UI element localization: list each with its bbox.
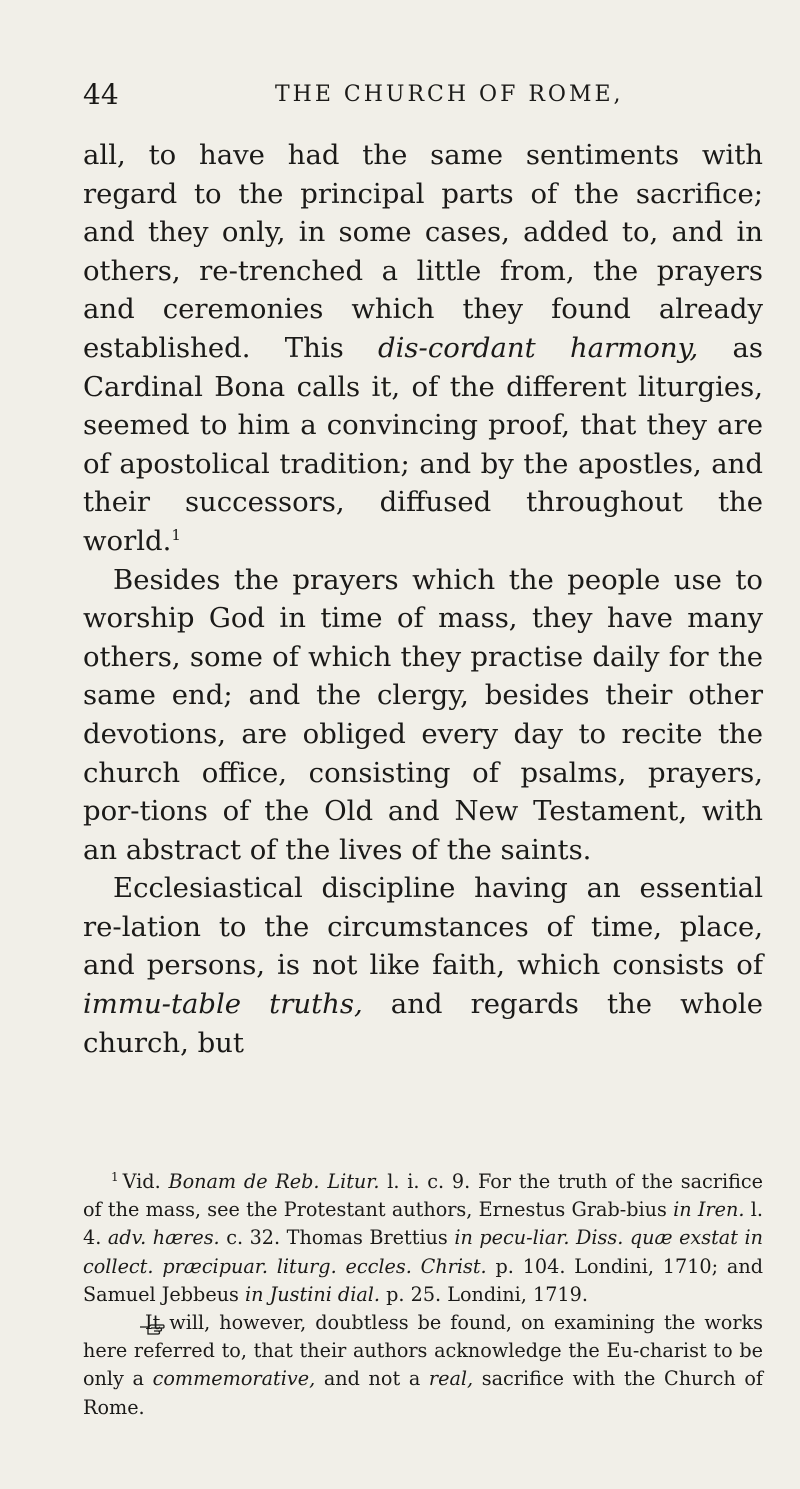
paragraph-1-text-a: all, to have had the same sentiments with regard to the principal parts of the sacrifice; and they only, in some cases, added to, and in others, re-trenched a little from, the prayers and ceremonies which they found already established. This — [83, 139, 763, 364]
footnote-text: Vid. — [122, 1170, 169, 1193]
paragraph-1 — [83, 136, 763, 561]
footnote-text: l. 4. — [83, 1198, 763, 1250]
paragraph-3-italic: immu-table truths, — [83, 988, 363, 1021]
footnote-text: l. i. c. 9. For the truth of the sacrifice of the mass, see the Protestant authors, Ernestus Grab-bius — [83, 1170, 764, 1222]
footnotes — [83, 1168, 763, 1422]
paragraph-1-italic: dis-cordant harmony, — [378, 331, 699, 364]
footnote-citation: in pecu-liar. Diss. quæ exstat in collect. præcipuar. liturg. eccles. Christ. — [83, 1226, 763, 1278]
pointing-hand-icon — [111, 1317, 137, 1331]
footnote-mark: 1 — [111, 1169, 119, 1184]
footnote-citation: in Iren. — [673, 1198, 745, 1222]
running-head: THE CHURCH OF ROME, — [275, 82, 624, 107]
page-number: 44 — [83, 78, 119, 111]
page-header — [83, 78, 760, 118]
paragraph-2: Besides the prayers which the people use to worship God in time of mass, they have many others, some of which they practise daily for the same end; and the clergy, besides their other devotions, are obliged every day to recite the church office, consisting of psalms, prayers, por-tions of the Old and New Testament, with an abstract of the lives of the saints. — [83, 563, 763, 866]
footnote-text: c. 32. Thomas Brettius — [219, 1226, 455, 1250]
footnote-text: It will, however, doubtless be found, on examining the works here referred to, that their authors acknowledge the Eu-charist to be only a — [83, 1311, 763, 1391]
footnote-text: and not a — [315, 1367, 429, 1391]
footnote-text: sacrifice with the Church of Rome. — [83, 1367, 763, 1419]
footnote-text: p. 25. Londini, 1719. — [380, 1282, 588, 1306]
footnote-text: p. 104. Londini, 1710; and Samuel Jebbeus — [83, 1254, 764, 1306]
main-text — [83, 136, 763, 1062]
paragraph-3 — [83, 869, 763, 1062]
footnote-citation: adv. hæres. — [107, 1226, 220, 1250]
paragraph-1-text-b: as Cardinal Bona calls it, of the different liturgies, seemed to him a convincing proof, that they are of apostolical tradition; and by the apostles, and their successors, diffused throughout the world. — [83, 331, 763, 557]
footnote-note — [83, 1309, 763, 1422]
footnote-citation: Bonam de Reb. Litur. — [168, 1170, 380, 1193]
footnote-citation: in Justini dial. — [245, 1282, 381, 1306]
paragraph-3-text-b: and regards the whole church, but — [83, 988, 763, 1059]
footnote-1 — [83, 1168, 763, 1309]
footnote-italic: commemorative, — [152, 1367, 316, 1391]
paragraph-3-text-a: Ecclesiastical discipline having an essential re-lation to the circumstances of time, place, and persons, is not like faith, which consists of — [83, 872, 763, 982]
footnote-italic: real, — [428, 1367, 474, 1391]
footnote-reference[interactable]: 1 — [171, 525, 181, 544]
